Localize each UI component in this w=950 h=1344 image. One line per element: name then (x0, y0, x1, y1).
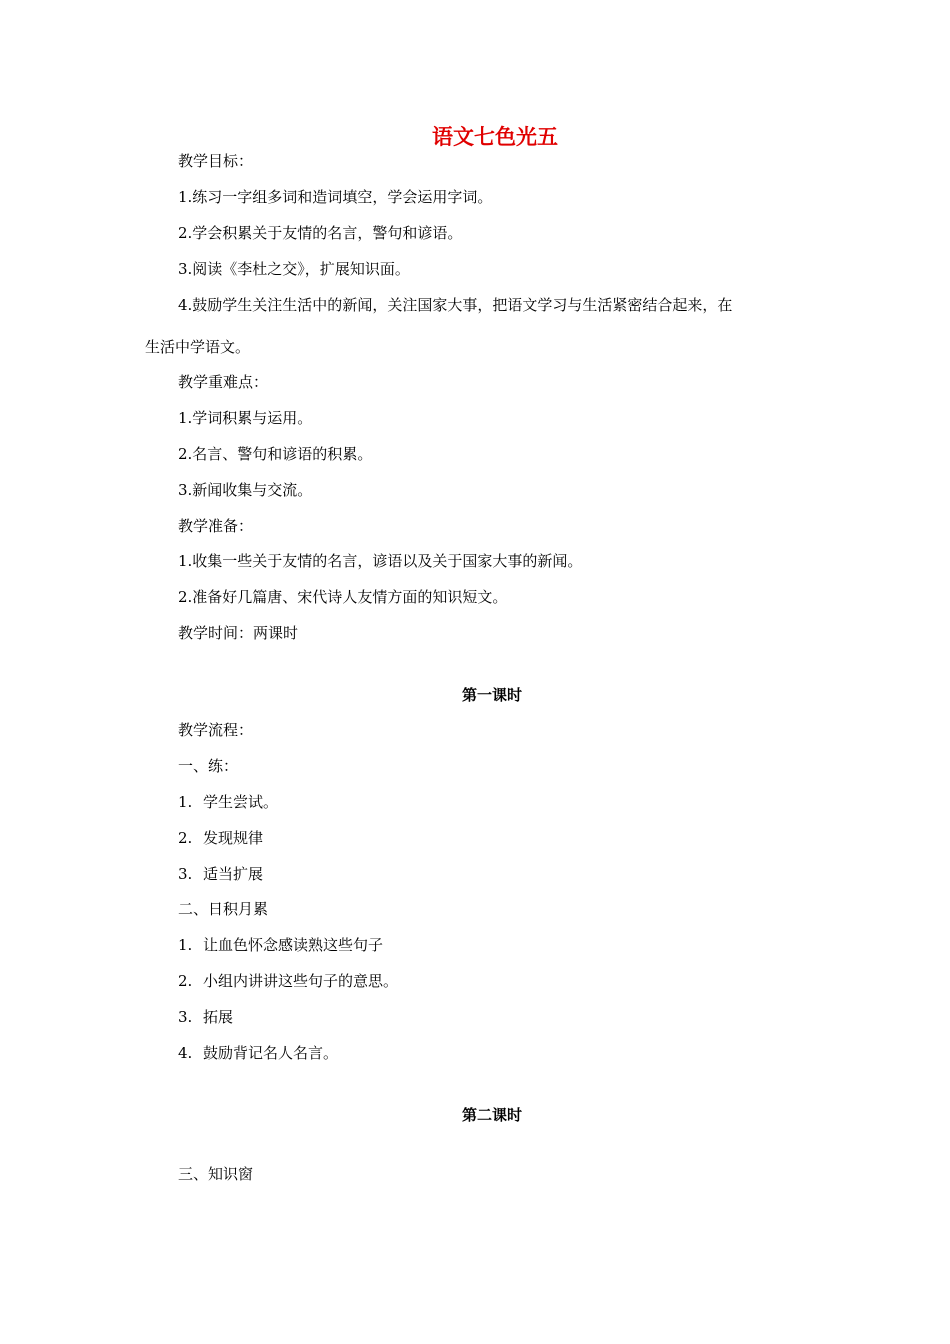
list-item-text: 学生尝试。 (203, 793, 279, 811)
list-item (178, 934, 383, 956)
objective-item: 1.练习一字组多词和造词填空，学会运用字词。 (178, 188, 493, 206)
list-item-text: 适当扩展 (203, 865, 264, 883)
list-item (178, 791, 278, 813)
preparation-item: 2.准备好几篇唐、宋代诗人友情方面的知识短文。 (178, 588, 508, 606)
document-title: 语文七色光五 (432, 125, 558, 149)
list-item-number: 2. (178, 972, 193, 990)
list-item-text: 鼓励背记名人名言。 (203, 1044, 339, 1062)
list-item (178, 1006, 233, 1028)
objective-item: 2.学会积累关于友情的名言，警句和谚语。 (178, 224, 463, 242)
objective-item-continued: 生活中学语文。 (145, 338, 251, 356)
list-item (178, 1042, 338, 1064)
list-item-number: 3. (178, 1008, 193, 1026)
objectives-label: 教学目标： (178, 152, 254, 170)
process-label: 教学流程： (178, 721, 254, 739)
lesson2-heading: 第二课时 (461, 1106, 522, 1124)
list-item (178, 827, 263, 849)
section2-title: 二、日积月累 (178, 900, 269, 918)
list-item-number: 3. (178, 865, 193, 883)
key-points-label: 教学重难点： (178, 373, 269, 391)
objective-item: 3.阅读《李杜之交》，扩展知识面。 (178, 260, 410, 278)
list-item-number: 1. (178, 793, 193, 811)
preparation-item: 1.收集一些关于友情的名言，谚语以及关于国家大事的新闻。 (178, 552, 583, 570)
list-item-number: 1. (178, 936, 193, 954)
preparation-label: 教学准备： (178, 517, 254, 535)
list-item-number: 2. (178, 829, 193, 847)
section3-title: 三、知识窗 (178, 1165, 254, 1183)
section1-title: 一、练： (178, 757, 239, 775)
list-item (178, 970, 398, 992)
key-point-item: 2.名言、警句和谚语的积累。 (178, 445, 373, 463)
key-point-item: 3.新闻收集与交流。 (178, 481, 313, 499)
list-item-text: 发现规律 (203, 829, 264, 847)
objective-item: 4.鼓励学生关注生活中的新闻，关注国家大事，把语文学习与生活紧密结合起来，在 (178, 296, 733, 314)
list-item-text: 拓展 (203, 1008, 234, 1026)
lesson1-heading: 第一课时 (461, 686, 522, 704)
list-item (178, 863, 263, 885)
key-point-item: 1.学词积累与运用。 (178, 409, 313, 427)
list-item-number: 4. (178, 1044, 193, 1062)
teaching-time: 教学时间：两课时 (178, 624, 299, 642)
list-item-text: 小组内讲讲这些句子的意思。 (203, 972, 399, 990)
list-item-text: 让血色怀念感读熟这些句子 (203, 936, 384, 954)
